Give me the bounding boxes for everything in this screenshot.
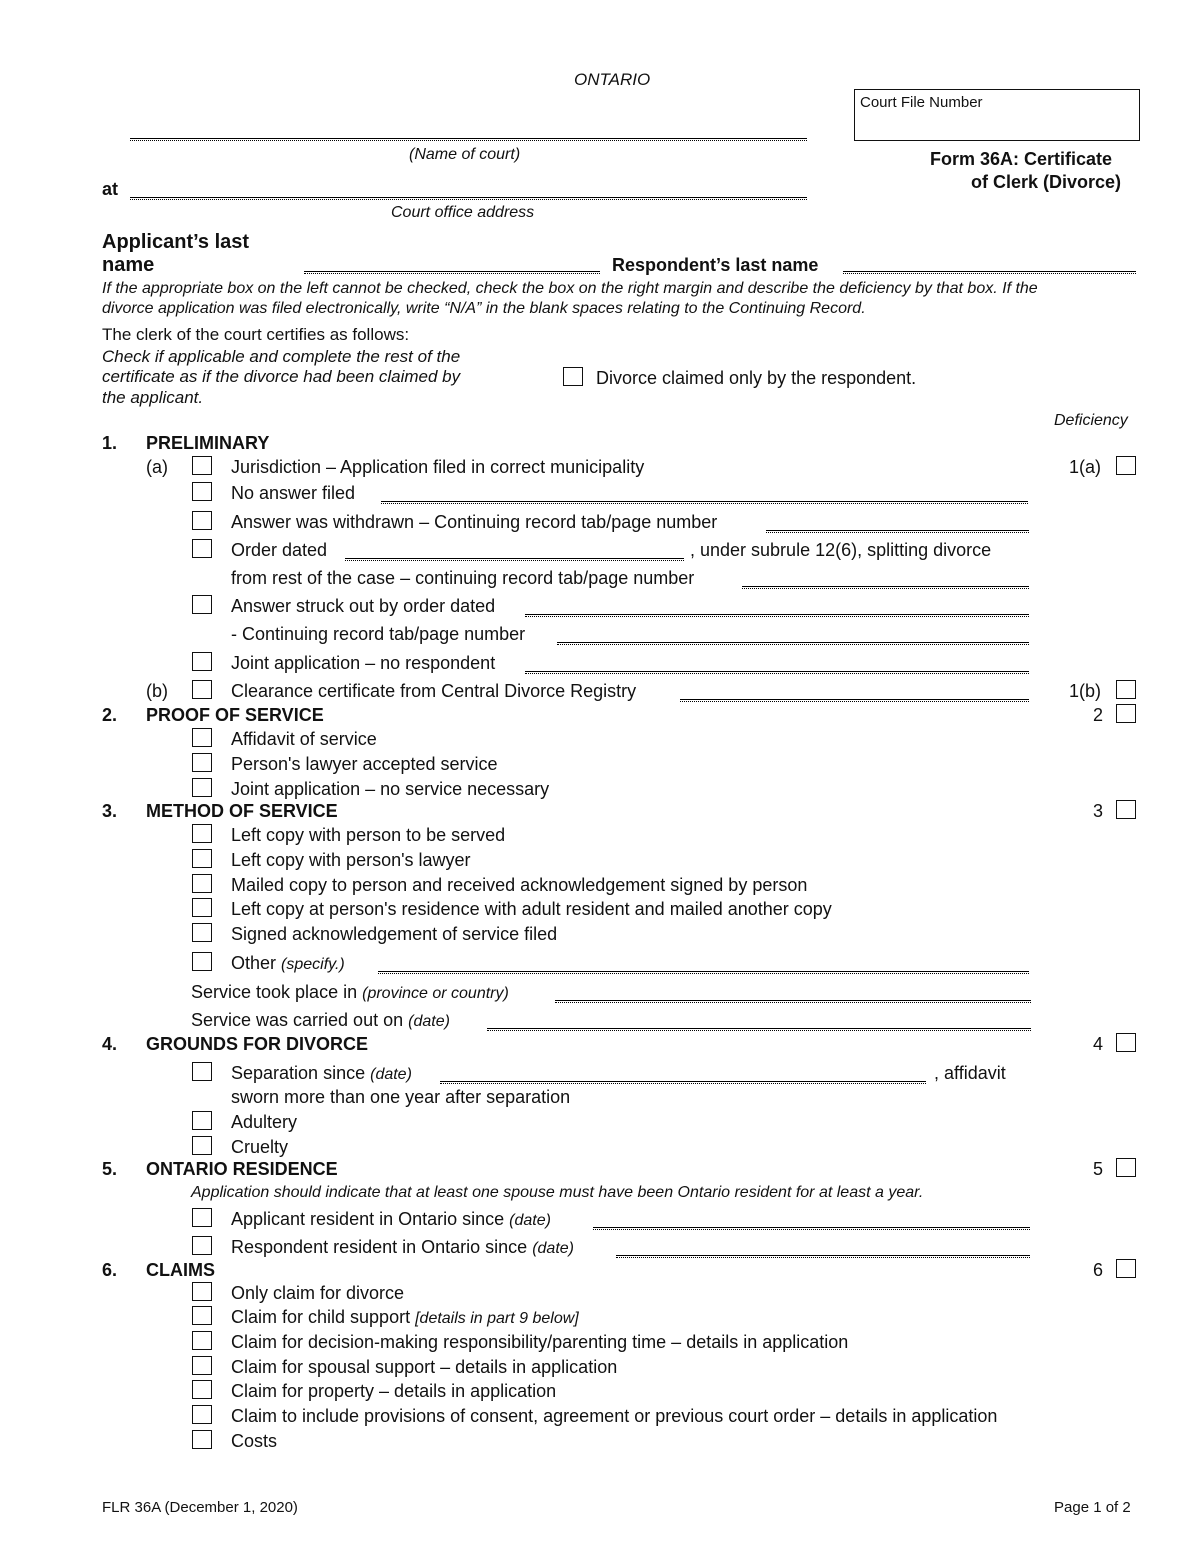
check-note-line3: the applicant. (102, 388, 204, 407)
separation-label (231, 1063, 412, 1084)
parenting-claim-label: Claim for decision-making responsibility/parenting time – details in application (231, 1332, 849, 1352)
applicant-last-name-field[interactable] (304, 273, 600, 274)
respondent-only-checkbox[interactable] (563, 367, 583, 386)
left-copy-person-label: Left copy with person to be served (231, 825, 506, 845)
service-place-hint: (province or country) (362, 985, 509, 1002)
separation-date-field[interactable] (440, 1083, 926, 1084)
other-text: Other (231, 953, 277, 973)
instruction-line1: If the appropriate box on the left cannot be checked, check the box on the right margin and describe the deficiency by that box. If the (102, 280, 1038, 297)
s1-b-marker: (b) (146, 681, 168, 701)
deficiency-4-checkbox[interactable] (1116, 1033, 1136, 1052)
signed-ack-label: Signed acknowledgement of service filed (231, 924, 558, 944)
costs-label: Costs (231, 1431, 278, 1451)
service-date-text: Service was carried out on (191, 1010, 404, 1030)
spousal-support-label: Claim for spousal support – details in application (231, 1357, 618, 1377)
footer-form-id: FLR 36A (December 1, 2020) (102, 1499, 298, 1516)
residence-note: Application should indicate that at least one spouse must have been Ontario resident for at least a year. (191, 1184, 924, 1201)
only-divorce-label: Only claim for divorce (231, 1283, 405, 1303)
sworn-text: sworn more than one year after separation (231, 1087, 571, 1107)
costs-checkbox[interactable] (192, 1430, 212, 1449)
only-divorce-checkbox[interactable] (192, 1282, 212, 1301)
section1-number: 1. (102, 433, 118, 453)
no-answer-field[interactable] (381, 503, 1028, 504)
deficiency-heading: Deficiency (1054, 412, 1128, 429)
section4-title: GROUNDS FOR DIVORCE (146, 1034, 369, 1054)
applicant-resident-checkbox[interactable] (192, 1208, 212, 1227)
court-office-address-caption: Court office address (391, 204, 535, 221)
lawyer-accepted-label: Person's lawyer accepted service (231, 754, 498, 774)
cruelty-label: Cruelty (231, 1137, 289, 1157)
court-office-address-field[interactable] (130, 199, 807, 200)
other-specify-hint: (specify.) (281, 956, 345, 973)
section4-number: 4. (102, 1034, 118, 1054)
respondent-last-name-field[interactable] (843, 273, 1136, 274)
property-claim-label: Claim for property – details in application (231, 1381, 557, 1401)
section1-title: PRELIMINARY (146, 433, 270, 453)
answer-withdrawn-checkbox[interactable] (192, 511, 212, 530)
section6-title: CLAIMS (146, 1260, 215, 1280)
certifies-text: The clerk of the court certifies as follows: (102, 325, 410, 344)
affidavit-of-service-checkbox[interactable] (192, 728, 212, 747)
deficiency-5-checkbox[interactable] (1116, 1158, 1136, 1177)
other-method-checkbox[interactable] (192, 952, 212, 971)
deficiency-2-label: 2 (1093, 705, 1104, 725)
form-title-line1: Form 36A: Certificate (930, 149, 1113, 169)
spousal-support-checkbox[interactable] (192, 1356, 212, 1375)
deficiency-6-checkbox[interactable] (1116, 1259, 1136, 1278)
continuing-record-label: - Continuing record tab/page number (231, 624, 526, 644)
mailed-copy-label: Mailed copy to person and received acknowledgement signed by person (231, 875, 808, 895)
answer-struck-date-field[interactable] (525, 616, 1029, 617)
service-date-label (191, 1010, 450, 1031)
applicant-label-line1: Applicant’s last (102, 231, 250, 253)
residence-copy-label: Left copy at person's residence with adult resident and mailed another copy (231, 899, 832, 919)
child-support-hint: [details in part 9 below] (415, 1310, 579, 1327)
applicant-resident-hint: (date) (509, 1212, 551, 1229)
separation-text: Separation since (231, 1063, 366, 1083)
deficiency-4-label: 4 (1093, 1034, 1104, 1054)
child-support-text: Claim for child support (231, 1307, 411, 1327)
child-support-checkbox[interactable] (192, 1306, 212, 1325)
order-dated-field[interactable] (345, 560, 684, 561)
section5-title: ONTARIO RESIDENCE (146, 1159, 338, 1179)
joint-application-checkbox[interactable] (192, 652, 212, 671)
instruction-line2: divorce application was filed electronically, write “N/A” in the blank spaces relating to the Continuing Record. (102, 300, 866, 317)
consent-provisions-checkbox[interactable] (192, 1405, 212, 1424)
other-method-label (231, 953, 345, 974)
no-answer-label: No answer filed (231, 483, 356, 503)
s1-a-marker: (a) (146, 457, 168, 477)
province-heading: ONTARIO (574, 70, 651, 89)
left-copy-person-checkbox[interactable] (192, 824, 212, 843)
name-of-court-field[interactable] (130, 140, 807, 141)
child-support-label (231, 1307, 579, 1328)
service-date-field[interactable] (487, 1030, 1031, 1031)
cruelty-checkbox[interactable] (192, 1136, 212, 1155)
section6-number: 6. (102, 1260, 118, 1280)
respondent-resident-checkbox[interactable] (192, 1236, 212, 1255)
section3-number: 3. (102, 801, 118, 821)
deficiency-6-label: 6 (1093, 1260, 1104, 1280)
section3-title: METHOD OF SERVICE (146, 801, 338, 821)
continuing-record-field[interactable] (557, 644, 1029, 645)
order-dated-label: Order dated (231, 540, 328, 560)
deficiency-1a-label: 1(a) (1069, 457, 1102, 477)
rest-of-case-tab-field[interactable] (742, 588, 1029, 589)
no-service-necessary-label: Joint application – no service necessary (231, 779, 550, 799)
rest-of-case-label: from rest of the case – continuing record tab/page number (231, 568, 695, 588)
order-dated-checkbox[interactable] (192, 539, 212, 558)
answer-struck-checkbox[interactable] (192, 595, 212, 614)
adultery-label: Adultery (231, 1112, 298, 1132)
applicant-resident-label (231, 1209, 551, 1230)
name-of-court-caption: (Name of court) (409, 146, 521, 163)
subrule-text: , under subrule 12(6), splitting divorce (690, 540, 992, 560)
respondent-label: Respondent’s last name (612, 255, 819, 275)
deficiency-2-checkbox[interactable] (1116, 704, 1136, 723)
applicant-resident-date-field[interactable] (593, 1229, 1030, 1230)
court-file-number-label: Court File Number (860, 94, 983, 111)
no-answer-checkbox[interactable] (192, 482, 212, 501)
left-copy-lawyer-checkbox[interactable] (192, 849, 212, 868)
lawyer-accepted-checkbox[interactable] (192, 753, 212, 772)
applicant-label-line2: name (102, 254, 155, 276)
clearance-label: Clearance certificate from Central Divorce Registry (231, 681, 637, 701)
deficiency-3-label: 3 (1093, 801, 1104, 821)
other-method-field[interactable] (378, 973, 1029, 974)
jurisdiction-checkbox[interactable] (192, 456, 212, 475)
applicant-resident-text: Applicant resident in Ontario since (231, 1209, 505, 1229)
answer-withdrawn-label: Answer was withdrawn – Continuing record tab/page number (231, 512, 718, 532)
affidavit-of-service-label: Affidavit of service (231, 729, 377, 749)
respondent-resident-hint: (date) (532, 1240, 574, 1257)
left-copy-lawyer-label: Left copy with person's lawyer (231, 850, 471, 870)
signed-ack-checkbox[interactable] (192, 923, 212, 942)
deficiency-1b-label: 1(b) (1069, 681, 1102, 701)
clearance-checkbox[interactable] (192, 680, 212, 699)
joint-application-field[interactable] (525, 673, 1029, 674)
answer-withdrawn-tab-field[interactable] (766, 532, 1029, 533)
respondent-resident-text: Respondent resident in Ontario since (231, 1237, 528, 1257)
check-note-line1: Check if applicable and complete the rest of the (102, 347, 461, 366)
footer-page-number: Page 1 of 2 (1054, 1499, 1131, 1516)
joint-application-label: Joint application – no respondent (231, 653, 496, 673)
affidavit-text: , affidavit (934, 1063, 1006, 1083)
form-title-line2: of Clerk (Divorce) (971, 172, 1122, 192)
service-place-label (191, 982, 509, 1003)
no-service-necessary-checkbox[interactable] (192, 778, 212, 797)
service-place-text: Service took place in (191, 982, 358, 1002)
deficiency-1a-checkbox[interactable] (1116, 456, 1136, 475)
answer-struck-label: Answer struck out by order dated (231, 596, 496, 616)
mailed-copy-checkbox[interactable] (192, 874, 212, 893)
separation-date-hint: (date) (370, 1066, 412, 1083)
at-label: at (102, 179, 119, 199)
clearance-field[interactable] (680, 701, 1029, 702)
adultery-checkbox[interactable] (192, 1111, 212, 1130)
property-claim-checkbox[interactable] (192, 1380, 212, 1399)
consent-provisions-label: Claim to include provisions of consent, agreement or previous court order – details in application (231, 1406, 998, 1426)
jurisdiction-label: Jurisdiction – Application filed in correct municipality (231, 457, 645, 477)
service-place-field[interactable] (555, 1002, 1031, 1003)
separation-checkbox[interactable] (192, 1062, 212, 1081)
check-note-line2: certificate as if the divorce had been claimed by (102, 367, 461, 386)
respondent-resident-date-field[interactable] (616, 1257, 1030, 1258)
parenting-claim-checkbox[interactable] (192, 1331, 212, 1350)
section2-number: 2. (102, 705, 118, 725)
section5-number: 5. (102, 1159, 118, 1179)
residence-copy-checkbox[interactable] (192, 898, 212, 917)
deficiency-1b-checkbox[interactable] (1116, 680, 1136, 699)
respondent-only-label: Divorce claimed only by the respondent. (596, 368, 917, 388)
court-file-number-box[interactable] (854, 89, 1140, 141)
deficiency-5-label: 5 (1093, 1159, 1104, 1179)
deficiency-3-checkbox[interactable] (1116, 800, 1136, 819)
respondent-resident-label (231, 1237, 574, 1258)
section2-title: PROOF OF SERVICE (146, 705, 324, 725)
service-date-hint: (date) (408, 1013, 450, 1030)
